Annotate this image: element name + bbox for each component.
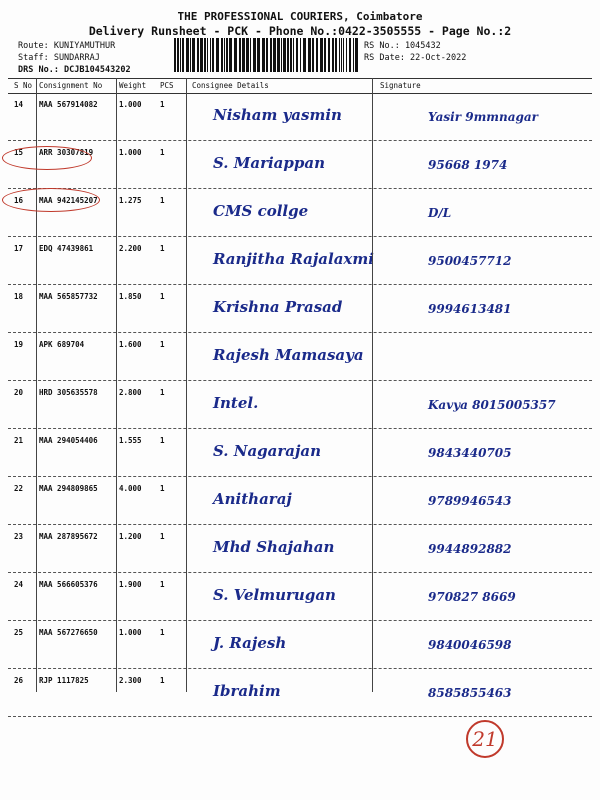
row-consignment-no: MAA 566605376 <box>39 580 98 589</box>
row-weight: 1.850 <box>119 292 142 301</box>
row-pcs: 1 <box>160 340 165 349</box>
row-consignment-no: APK 689704 <box>39 340 85 349</box>
consignee-handwriting: J. Rajesh <box>213 634 287 652</box>
row-sno: 15 <box>14 148 24 157</box>
row-consignment-no: MAA 294054406 <box>39 436 98 445</box>
signature-handwriting: D/L <box>428 206 452 220</box>
row-weight: 1.000 <box>119 148 142 157</box>
row-pcs: 1 <box>160 628 165 637</box>
route-label: Route: KUNIYAMUTHUR <box>18 41 116 51</box>
signature-handwriting: 9994613481 <box>428 302 512 316</box>
divider <box>372 78 373 692</box>
staff-label: Staff: SUNDARRAJ <box>18 53 100 63</box>
row-consignment-no: MAA 567276650 <box>39 628 98 637</box>
row-pcs: 1 <box>160 244 165 253</box>
row-weight: 1.275 <box>119 196 142 205</box>
consignee-handwriting: Ibrahim <box>213 682 281 700</box>
col-sno: S No <box>14 81 33 90</box>
row-consignment-no: MAA 294809865 <box>39 484 98 493</box>
red-circle-mark <box>2 146 92 170</box>
handwritten-page-mark: 21 <box>466 720 504 758</box>
row-weight: 2.300 <box>119 676 142 685</box>
table-row <box>8 380 592 429</box>
row-consignment-no: MAA 567914082 <box>39 100 98 109</box>
barcode-image <box>172 38 362 72</box>
consignee-handwriting: Mhd Shajahan <box>213 538 335 556</box>
row-consignment-no: MAA 565857732 <box>39 292 98 301</box>
row-weight: 2.800 <box>119 388 142 397</box>
row-consignment-no: MAA 287895672 <box>39 532 98 541</box>
table-row <box>8 332 592 381</box>
consignee-handwriting: Nisham yasmin <box>213 106 342 124</box>
row-sno: 24 <box>14 580 24 589</box>
col-consignee: Consignee Details <box>192 81 269 90</box>
signature-handwriting: 9843440705 <box>428 446 512 460</box>
row-weight: 4.000 <box>119 484 142 493</box>
row-sno: 14 <box>14 100 24 109</box>
divider <box>186 78 187 692</box>
row-weight: 1.555 <box>119 436 142 445</box>
col-consignment: Consignment No <box>39 81 103 90</box>
rs-number: RS No.: 1045432 <box>364 41 441 51</box>
consignee-handwriting: Rajesh Mamasaya <box>213 346 364 364</box>
table-row <box>8 236 592 285</box>
row-consignment-no: ARR 30307819 <box>39 148 94 157</box>
row-consignment-no: HRD 305635578 <box>39 388 98 397</box>
table-row <box>8 476 592 525</box>
col-signature: Signature <box>380 81 421 90</box>
signature-handwriting: Yasir 9mmnagar <box>428 110 538 124</box>
row-weight: 1.000 <box>119 628 142 637</box>
table-row <box>8 284 592 333</box>
consignee-handwriting: Ranjitha Rajalaxmi <box>213 250 374 268</box>
row-weight: 1.000 <box>119 100 142 109</box>
table-row <box>8 668 592 717</box>
consignee-handwriting: CMS collge <box>213 202 309 220</box>
row-consignment-no: RJP 1117825 <box>39 676 89 685</box>
row-pcs: 1 <box>160 532 165 541</box>
signature-handwriting: 8585855463 <box>428 686 512 700</box>
row-sno: 23 <box>14 532 24 541</box>
row-pcs: 1 <box>160 148 165 157</box>
table-row <box>8 92 592 141</box>
row-sno: 18 <box>14 292 24 301</box>
consignee-handwriting: S. Nagarajan <box>213 442 322 460</box>
signature-handwriting: 95668 1974 <box>428 158 508 172</box>
col-weight: Weight <box>119 81 147 90</box>
row-sno: 20 <box>14 388 24 397</box>
row-weight: 1.600 <box>119 340 142 349</box>
table-row <box>8 572 592 621</box>
rs-block <box>364 40 466 64</box>
row-sno: 25 <box>14 628 24 637</box>
row-pcs: 1 <box>160 292 165 301</box>
row-pcs: 1 <box>160 388 165 397</box>
runsheet-subtitle: Delivery Runsheet - PCK - Phone No.:0422-3505555 - Page No.:2 <box>88 24 512 38</box>
table-row <box>8 140 592 189</box>
row-sno: 21 <box>14 436 24 445</box>
row-pcs: 1 <box>160 100 165 109</box>
company-title: THE PROFESSIONAL COURIERS, Coimbatore <box>177 10 423 23</box>
table-row <box>8 524 592 573</box>
rs-date: RS Date: 22-Oct-2022 <box>364 53 467 63</box>
row-pcs: 1 <box>160 580 165 589</box>
table-row <box>8 620 592 669</box>
route-staff-block <box>18 40 131 76</box>
col-pcs: PCS <box>160 81 174 90</box>
signature-handwriting: 970827 8669 <box>428 590 516 604</box>
drs-label: DRS No.: DCJB104543202 <box>18 65 131 75</box>
row-sno: 26 <box>14 676 24 685</box>
row-consignment-no: EDQ 47439861 <box>39 244 94 253</box>
consignee-handwriting: Intel. <box>213 394 259 412</box>
consignee-handwriting: Anitharaj <box>213 490 292 508</box>
row-pcs: 1 <box>160 436 165 445</box>
row-sno: 22 <box>14 484 24 493</box>
signature-handwriting: 9500457712 <box>428 254 512 268</box>
consignee-handwriting: S. Mariappan <box>213 154 325 172</box>
row-weight: 1.900 <box>119 580 142 589</box>
divider <box>36 78 37 692</box>
row-sno: 17 <box>14 244 24 253</box>
row-weight: 2.200 <box>119 244 142 253</box>
row-pcs: 1 <box>160 676 165 685</box>
row-pcs: 1 <box>160 196 165 205</box>
signature-handwriting: 9944892882 <box>428 542 512 556</box>
signature-handwriting: 9840046598 <box>428 638 512 652</box>
signature-handwriting: 9789946543 <box>428 494 512 508</box>
red-circle-mark <box>2 188 100 212</box>
row-sno: 16 <box>14 196 24 205</box>
divider <box>116 78 117 692</box>
row-consignment-no: MAA 942145207 <box>39 196 98 205</box>
consignee-handwriting: Krishna Prasad <box>213 298 343 316</box>
signature-handwriting: Kavya 8015005357 <box>428 398 556 412</box>
table-row <box>8 428 592 477</box>
consignee-handwriting: S. Velmurugan <box>213 586 336 604</box>
row-pcs: 1 <box>160 484 165 493</box>
row-weight: 1.200 <box>119 532 142 541</box>
row-sno: 19 <box>14 340 24 349</box>
